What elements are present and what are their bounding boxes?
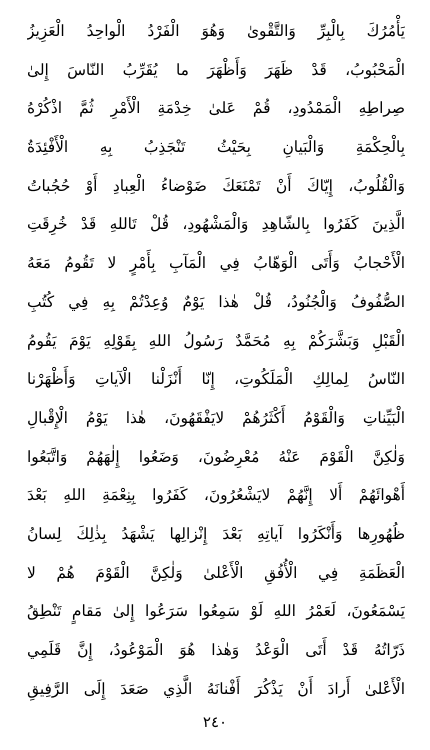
text-line: بِالْحِكْمَةِ وَالْبَيانِ بِحَيْثُ تَنْجَذِبُ بِهِ الْأَفْئِدَةُ — [27, 138, 405, 157]
text-line: الْقَبْلِ وَبَشَّرَكُمْ بِهِ مُحَمَّدٌ رَسُولُ اللهِ بِقَوْلِهِ يَوْمَ يَقُومُ — [27, 331, 405, 350]
text-line: الصُّفُوفُ وَالْجُنُودُ، قُلْ هٰذا يَوْمٌ وُعِدْتُمْ بِهِ فِي كُتُبِ — [27, 292, 405, 311]
text-line: وَلٰكِنَّ الْقَوْمَ عَنْهُ مُعْرِضُونَ، وَضَعُوا إِلٰهَهُمْ وَاتَّبَعُوا — [27, 447, 405, 466]
text-line: الْمَحْبُوبُ، قَدْ ظَهَرَ وَأَظْهَرَ ما يُقَرِّبُ النّاسَ إِلىٰ — [27, 60, 405, 79]
body-text — [27, 12, 405, 708]
text-line: يَأْمُرُكَ بِالْبِرِّ وَالتَّقْوىٰ وَهُوَ الْفَرْدُ الْواحِدُ الْعَزِيزُ — [27, 22, 405, 40]
text-line: أَهْوائَهُمْ أَلا إِنَّهُمْ لايَشْعُرُونَ، كَفَرُوا بِنِعْمَةِ اللهِ بَعْدَ — [27, 486, 405, 505]
text-line: ظُهُورِها وَأَنْكَرُوا آياتِهِ بَعْدَ إِنْزالِها يَشْهَدُ بِذٰلِكَ لِسانُ — [27, 524, 405, 543]
text-line: الَّذِينَ كَفَرُوا بِالشّاهِدِ وَالْمَشْهُودِ، قُلْ تَاللهِ قَدْ خُرِقَتِ — [27, 215, 405, 234]
text-line: الْعَظَمَةِ فِي الْأُفُقِ الْأَعْلىٰ وَلٰكِنَّ الْقَوْمَ هُمْ لا — [27, 563, 405, 582]
text-line: الْأَحْجابُ وَأَتَى الْوَهّابُ فِي الْمَآبِ بِأَمْرٍ لا تَقُومُ مَعَهُ — [27, 254, 405, 273]
text-line: النّاسُ لِمالِكِ الْمَلَكُوتِ، إِنّا أَنْزَلْنا الْآياتِ وَأَظْهَرْنا — [27, 370, 405, 389]
text-line: ذَرّاتُهُ قَدْ أَتَى الْوَعْدُ وَهٰذا هُوَ الْمَوْعُودُ، إِنَّ قَلَمِي — [27, 641, 405, 659]
text-line: الْبَيِّناتِ وَالْقَوْمُ أَكْثَرُهُمْ لايَفْقَهُونَ، هٰذا يَوْمُ الْإِقْبالِ — [27, 408, 405, 427]
text-line: يَسْمَعُونَ، لَعَمْرُ اللهِ لَوْ سَمِعُوا سَرَعُوا إِلىٰ مَقامٍ تَنْطِقُ — [27, 602, 405, 621]
page-number: ٢٤٠ — [202, 713, 228, 731]
text-line: الْأَعْلىٰ أَرادَ أَنْ يَذْكُرَ أَفْنانَهُ الَّذِي صَعَدَ إِلَى الرَّفِيقِ — [27, 679, 405, 698]
text-line: صِراطِهِ الْمَمْدُودِ، قُمْ عَلىٰ خِدْمَةِ الْأَمْرِ ثُمَّ اذْكُرْهُ — [27, 99, 405, 118]
text-line: وَالْقُلُوبُ، إِيّاكَ أَنْ تَمْنَعَكَ ضَوْضاءُ الْعِبادِ أَوْ حُجُباتُ — [27, 176, 405, 195]
